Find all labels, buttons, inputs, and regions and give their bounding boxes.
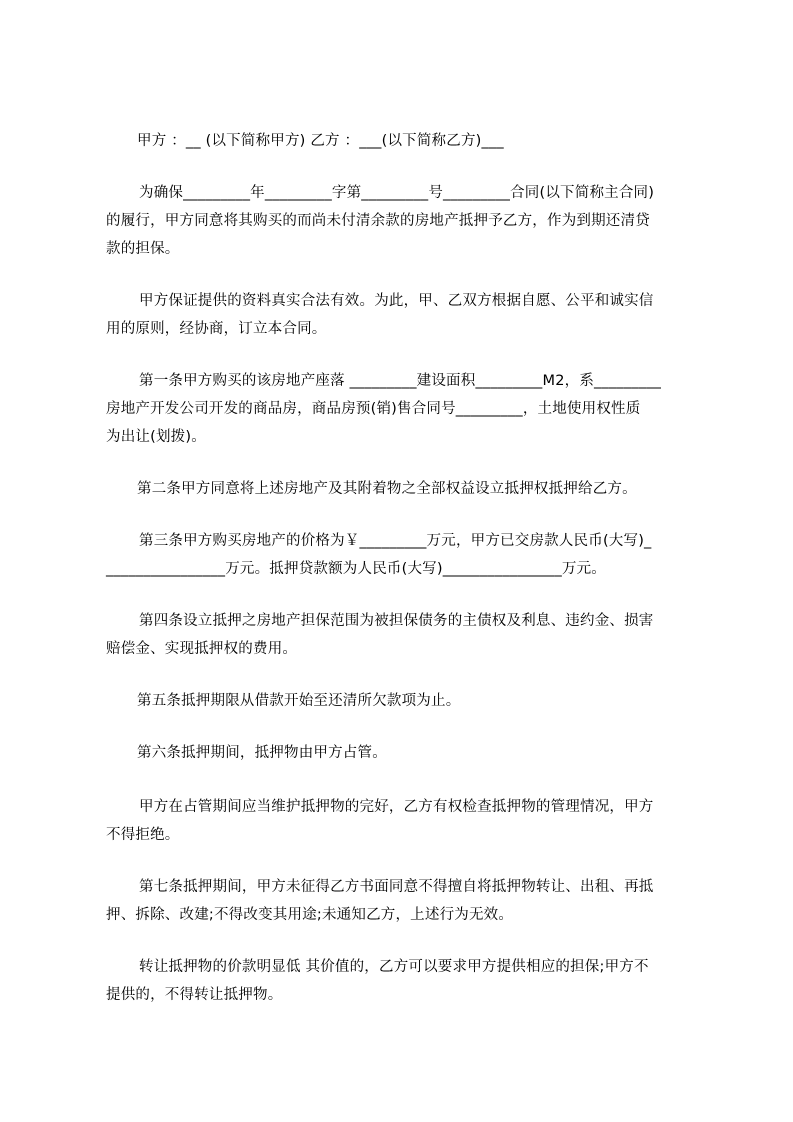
- article-6-line-1: 第六条抵押期间，抵押物由甲方占管。: [137, 745, 387, 761]
- article-7-line-2: 押、拆除、改建;不得改变其用途;未通知乙方，上述行为无效。: [106, 907, 514, 923]
- article-4-line-2: 赔偿金、实现抵押权的费用。: [106, 641, 298, 657]
- article-2-line-1: 第二条甲方同意将上述房地产及其附着物之全部权益设立抵押权抵押给乙方。: [137, 481, 637, 497]
- guarantee-line-2: 用的原则，经协商，订立本合同。: [106, 321, 327, 337]
- guarantee-line-1: 甲方保证提供的资料真实合法有效。为此，甲、乙双方根据自愿、公平和诚实信: [139, 293, 654, 309]
- article-7-note-line-2: 提供的，不得转让抵押物。: [106, 987, 283, 1003]
- article-7-line-1: 第七条抵押期间，甲方未征得乙方书面同意不得擅自将抵押物转让、出租、再抵: [139, 879, 654, 895]
- article-7-note-line-1: 转让抵押物的价款明显低 其价值的，乙方可以要求甲方提供相应的担保;甲方不: [139, 959, 649, 975]
- article-3-line-2: ________________万元。抵押贷款额为人民币(大写)________________万元。: [106, 561, 607, 577]
- intro-line-2: 的履行，甲方同意将其购买的而尚未付清余款的房地产抵押予乙方，作为到期还清贷: [106, 213, 650, 229]
- intro-line-1: 为确保_________年_________字第_________号_________合同(以下简称主合同): [139, 185, 655, 201]
- article-1-line-2: 房地产开发公司开发的商品房，商品房预(销)售合同号_________，土地使用权性质: [106, 401, 641, 417]
- article-6-note-line-2: 不得拒绝。: [106, 827, 180, 843]
- article-1-line-3: 为出让(划拨)。: [106, 429, 206, 445]
- article-6-note-line-1: 甲方在占管期间应当维护抵押物的完好，乙方有权检查抵押物的管理情况，甲方: [139, 799, 654, 815]
- article-3-line-1: 第三条甲方购买房地产的价格为￥_________万元，甲方已交房款人民币(大写)_: [139, 533, 652, 549]
- article-4-line-1: 第四条设立抵押之房地产担保范围为被担保债务的主债权及利息、违约金、损害: [139, 613, 654, 629]
- contract-parties-line: 甲方 ：__ (以下简称甲方) 乙方 ：___(以下简称乙方)___: [137, 133, 504, 149]
- intro-line-3: 款的担保。: [106, 241, 180, 257]
- article-1-line-1: 第一条甲方购买的该房地产座落 _________建设面积_________M2，系_________: [139, 373, 662, 389]
- article-5-line-1: 第五条抵押期限从借款开始至还清所欠款项为止。: [137, 693, 461, 709]
